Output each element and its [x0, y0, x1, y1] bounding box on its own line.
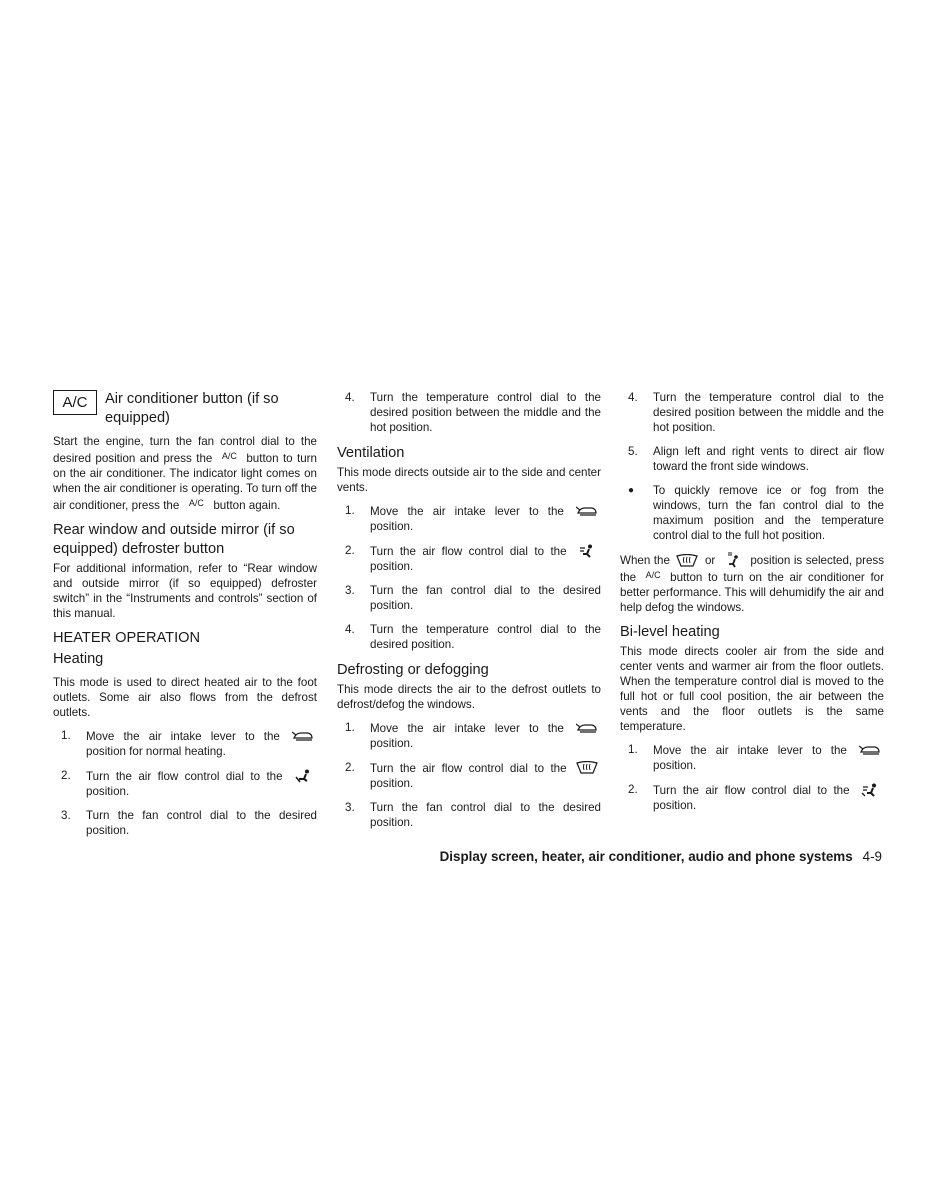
- step-text-2: position.: [653, 759, 697, 773]
- list-item: [337, 503, 601, 534]
- outside-air-intake-icon: [573, 503, 601, 518]
- step-text: Turn the air flow control dial to the: [370, 762, 567, 775]
- footer-section-title: Display screen, heater, air conditioner, audio and phone systems: [439, 849, 853, 864]
- step-text-2: position.: [370, 777, 414, 790]
- step-text: Turn the fan control dial to the desired position.: [370, 584, 601, 612]
- step-text-2: position.: [86, 785, 130, 798]
- step-text: Turn the temperature control dial to the desired position between the middle and the hot position.: [370, 391, 601, 434]
- windshield-defrost-icon: [673, 552, 701, 567]
- list-item: [620, 444, 884, 474]
- step-text-2: position.: [370, 520, 414, 533]
- bi-level-title: Bi-level heating: [620, 624, 720, 641]
- step-number: 4.: [345, 391, 355, 404]
- list-item: [53, 768, 317, 799]
- step-text: Turn the fan control dial to the desired position.: [86, 809, 317, 837]
- heating-step-4: [337, 390, 601, 435]
- bullet-item: [620, 483, 884, 543]
- ac-section-title: Air conditioner button (if so equipped): [105, 391, 279, 426]
- list-item: [620, 742, 884, 773]
- bi-level-paragraph: This mode directs cooler air from the side and center vents and warmer air from the floor outlets. When the temperature control dial is moved to the full hot or full cool position, the air between the vents and the floor outlets is the same temperature.: [620, 645, 884, 734]
- step-number: 4.: [628, 391, 638, 404]
- dehumidify-paragraph: [620, 552, 884, 615]
- list-item: [53, 728, 317, 759]
- bullet-text: To quickly remove ice or fog from the windows, turn the fan control dial to the maximum position and the temperature control dial to the full hot position.: [653, 484, 884, 542]
- bi-level-steps: [620, 742, 884, 813]
- heating-paragraph: This mode is used to direct heated air to the foot outlets. Some air also flows from the defrost outlets.: [53, 676, 317, 719]
- step-text-2: position.: [370, 737, 414, 750]
- list-item: [620, 782, 884, 813]
- step-number: 1.: [628, 743, 638, 757]
- when-text-3: button to turn on the air conditioner for better performance. This will dehumidify the air and help defog the windows.: [620, 571, 884, 615]
- defrosting-title: Defrosting or defogging: [337, 662, 489, 678]
- ac-text-2: button to turn on the air conditioner. The indicator light comes on when the air conditioner is operating. To turn off the air conditioner, press the: [53, 452, 317, 512]
- heating-title: Heating: [53, 651, 104, 667]
- list-item: [337, 583, 601, 613]
- defrosting-paragraph: This mode directs the air to the defrost outlets to defrost/defog the windows.: [337, 683, 601, 711]
- list-item: [53, 808, 317, 838]
- step-text: Move the air intake lever to the: [86, 730, 280, 743]
- bullet-icon: ●: [628, 485, 635, 496]
- defrost-foot-icon: [719, 552, 747, 568]
- column-3: [620, 390, 884, 822]
- step-number: 5.: [628, 445, 638, 458]
- column-2: [337, 390, 601, 839]
- heating-steps: [53, 728, 317, 838]
- step-number: 3.: [345, 801, 355, 814]
- ac-inline-label: A/C: [645, 570, 661, 581]
- ventilation-steps: [337, 503, 601, 652]
- list-item: [337, 543, 601, 574]
- step-text: Turn the temperature control dial to the desired position.: [370, 623, 601, 651]
- step-text-2: position for normal heating.: [86, 745, 226, 758]
- step-text: Turn the temperature control dial to the desired position between the middle and the hot position.: [653, 391, 884, 434]
- step-text: Move the air intake lever to the: [370, 505, 564, 518]
- rear-defroster-title: Rear window and outside mirror (if so equipped) defroster button: [53, 522, 295, 557]
- rear-defroster-paragraph: For additional information, refer to “Rear window and outside mirror (if so equipped) defroster switch” in the “Instruments and controls” section of this manual.: [53, 562, 317, 620]
- outside-air-intake-icon: [856, 742, 884, 757]
- step-number: 1.: [345, 504, 355, 517]
- bi-level-icon: [856, 782, 884, 797]
- foot-outlet-icon: [289, 768, 317, 783]
- heater-operation-title: HEATER OPERATION: [53, 630, 201, 646]
- ac-inline-label-2: A/C: [188, 498, 204, 508]
- step-text-2: position.: [653, 799, 697, 813]
- step-number: 3.: [345, 584, 355, 597]
- defrost-steps-continued: [620, 390, 884, 543]
- ac-text-3: button again.: [213, 499, 281, 512]
- ac-paragraph: [53, 434, 317, 513]
- list-item: [620, 390, 884, 435]
- step-number: 3.: [61, 809, 71, 822]
- page-footer: [380, 849, 882, 864]
- step-number: 2.: [345, 544, 355, 557]
- step-number: 2.: [628, 783, 638, 797]
- step-number: 1.: [61, 729, 71, 742]
- list-item: [337, 800, 601, 830]
- outside-air-intake-icon: [289, 728, 317, 743]
- step-number: 2.: [345, 761, 355, 774]
- step-text: Turn the fan control dial to the desired position.: [370, 801, 601, 829]
- step-text: Turn the air flow control dial to the: [86, 770, 283, 783]
- step-text: Align left and right vents to direct air flow toward the front side windows.: [653, 445, 884, 473]
- ac-heading: [53, 390, 317, 428]
- outside-air-intake-icon: [573, 720, 601, 735]
- ac-button-label-box: A/C: [53, 390, 97, 415]
- when-text-1: When the: [620, 554, 670, 568]
- step-text: Turn the air flow control dial to the: [653, 784, 850, 798]
- ventilation-paragraph: This mode directs outside air to the side and center vents.: [337, 466, 601, 494]
- windshield-defrost-icon: [573, 760, 601, 775]
- step-text: Move the air intake lever to the: [370, 722, 564, 735]
- list-item: [337, 622, 601, 652]
- page-number: 4-9: [862, 849, 882, 864]
- step-number: 1.: [345, 721, 355, 734]
- column-1: [53, 390, 317, 847]
- step-text: Turn the air flow control dial to the: [370, 545, 567, 558]
- step-text-2: position.: [370, 560, 414, 573]
- step-number: 2.: [61, 769, 71, 782]
- ac-inline-label: A/C: [221, 451, 237, 461]
- when-text-2: position is selected, press the: [620, 554, 884, 585]
- step-number: 4.: [345, 623, 355, 636]
- vent-outlet-icon: [573, 543, 601, 558]
- list-item: [337, 760, 601, 791]
- ac-text-1: Start the engine, turn the fan control dial to the desired position and press the: [53, 435, 317, 465]
- step-text: Move the air intake lever to the: [653, 744, 847, 758]
- list-item: [337, 720, 601, 751]
- ventilation-title: Ventilation: [337, 445, 405, 461]
- when-or: or: [704, 554, 716, 568]
- defrosting-steps: [337, 720, 601, 830]
- list-item: [337, 390, 601, 435]
